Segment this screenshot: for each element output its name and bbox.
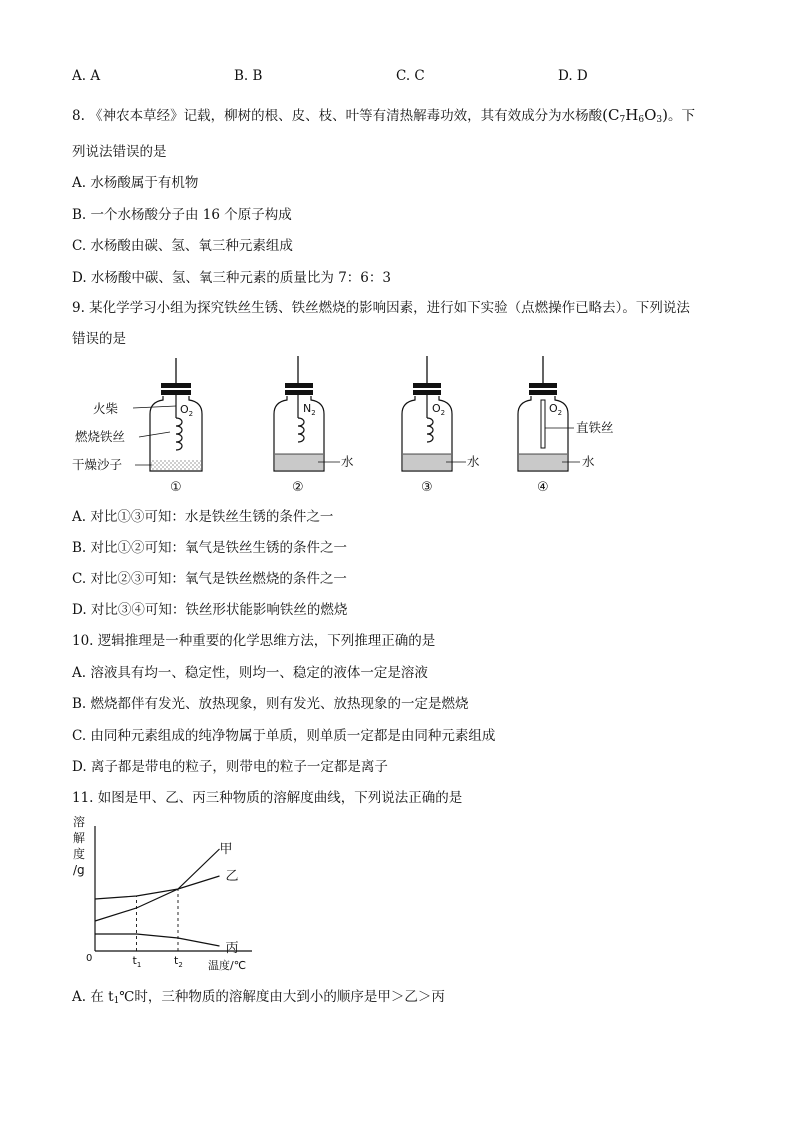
label-dry-sand: 干燥沙子 bbox=[72, 457, 123, 472]
q9-stem-line2: 错误的是 bbox=[72, 331, 126, 347]
q9-apparatus-figure bbox=[60, 352, 660, 497]
series-label-甲: 甲 bbox=[219, 842, 233, 857]
q11-stem: 11. 如图是甲、乙、丙三种物质的溶解度曲线，下列说法正确的是 bbox=[72, 790, 463, 806]
svg-text:度: 度 bbox=[73, 847, 86, 861]
svg-text:解: 解 bbox=[73, 831, 86, 845]
q10-stem: 10. 逻辑推理是一种重要的化学思维方法，下列推理正确的是 bbox=[72, 633, 436, 649]
svg-text:O2: $O_2$ bbox=[180, 403, 194, 418]
q8-stem-line2: 列说法错误的是 bbox=[72, 144, 167, 160]
q8-formula: $(C_7H_6O_3)$ bbox=[602, 106, 668, 125]
label-match: 火柴 bbox=[93, 401, 119, 416]
q7-option-d: D. D bbox=[558, 68, 588, 84]
q9-option-b: B. 对比①②可知：氧气是铁丝生锈的条件之一 bbox=[72, 540, 348, 556]
x-tick-label: $t_2$ bbox=[174, 954, 183, 969]
q9-stem-line1: 9. 某化学学习小组为探究铁丝生锈、铁丝燃烧的影响因素，进行如下实验（点燃操作已略去）。下列说法 bbox=[72, 300, 690, 316]
x-tick-label: $t_1$ bbox=[132, 954, 142, 969]
svg-text:O2: $O_2$ bbox=[549, 402, 563, 417]
q7-option-a: A. A bbox=[72, 68, 101, 84]
origin-label: 0 bbox=[86, 953, 93, 964]
bottle-4 bbox=[518, 356, 614, 495]
x-axis-label: 温度/℃ bbox=[208, 959, 247, 972]
q9-option-c: C. 对比②③可知：氧气是铁丝燃烧的条件之一 bbox=[72, 571, 347, 587]
q7-option-c: C. C bbox=[396, 68, 425, 84]
q8-stem-text: 8. 《神农本草经》记载，柳树的根、皮、枝、叶等有清热解毒功效，其有效成分为水杨酸 bbox=[72, 108, 603, 124]
q8-option-a: A. 水杨酸属于有机物 bbox=[72, 175, 199, 191]
bottle-3-number: ③ bbox=[421, 480, 433, 495]
q11-solubility-chart bbox=[66, 812, 266, 977]
label-water-4: 水 bbox=[582, 454, 595, 469]
bottle-2-number: ② bbox=[292, 480, 304, 495]
q10-option-b: B. 燃烧都伴有发光、放热现象，则有发光、放热现象的一定是燃烧 bbox=[72, 696, 469, 712]
bottle-1 bbox=[72, 358, 202, 495]
q7-option-b: B. B bbox=[234, 68, 263, 84]
bottle-2 bbox=[274, 356, 354, 495]
bottle-3 bbox=[402, 356, 480, 495]
series-line-乙 bbox=[95, 876, 220, 899]
svg-text:溶: 溶 bbox=[73, 815, 86, 829]
q9-option-a: A. 对比①③可知：水是铁丝生锈的条件之一 bbox=[72, 509, 334, 525]
label-burning-wire: 燃烧铁丝 bbox=[75, 429, 126, 444]
q9-option-d: D. 对比③④可知：铁丝形状能影响铁丝的燃烧 bbox=[72, 602, 348, 618]
y-axis-label bbox=[73, 814, 85, 877]
series-line-甲 bbox=[95, 849, 220, 921]
burning-wire-coil bbox=[176, 418, 182, 450]
q8-option-d: D. 水杨酸中碳、氢、氧三种元素的质量比为 7：6：3 bbox=[72, 270, 391, 286]
q8-option-c: C. 水杨酸由碳、氢、氧三种元素组成 bbox=[72, 238, 293, 254]
q8-stem-line1: 8. 《神农本草经》记载，柳树的根、皮、枝、叶等有清热解毒功效，其有效成分为水杨酸$(C_7H_6O_3)$。下 bbox=[72, 106, 695, 125]
dry-sand bbox=[151, 460, 201, 470]
series-label-丙: 丙 bbox=[225, 941, 239, 956]
bottle-4-number: ④ bbox=[537, 480, 549, 495]
q10-option-d: D. 离子都是带电的粒子，则带电的粒子一定都是离子 bbox=[72, 759, 388, 775]
bottle-1-number: ① bbox=[170, 480, 182, 495]
label-water-2: 水 bbox=[341, 454, 354, 469]
label-straight-wire: 直铁丝 bbox=[576, 420, 614, 435]
q8-option-b: B. 一个水杨酸分子由 16 个原子构成 bbox=[72, 207, 292, 223]
label-water-3: 水 bbox=[467, 454, 480, 469]
q11-option-a: A. 在 $t_1℃$时，三种物质的溶解度由大到小的顺序是甲＞乙＞丙 bbox=[72, 989, 445, 1006]
series-label-乙: 乙 bbox=[225, 869, 239, 884]
svg-text:/g: /g bbox=[73, 863, 85, 877]
q10-option-a: A. 溶液具有均一、稳定性，则均一、稳定的液体一定是溶液 bbox=[72, 665, 428, 681]
series-line-丙 bbox=[95, 934, 220, 946]
svg-text:N2: $N_2$ bbox=[303, 402, 316, 417]
svg-text:O2: $O_2$ bbox=[432, 402, 446, 417]
q10-option-c: C. 由同种元素组成的纯净物属于单质，则单质一定都是由同种元素组成 bbox=[72, 728, 496, 744]
